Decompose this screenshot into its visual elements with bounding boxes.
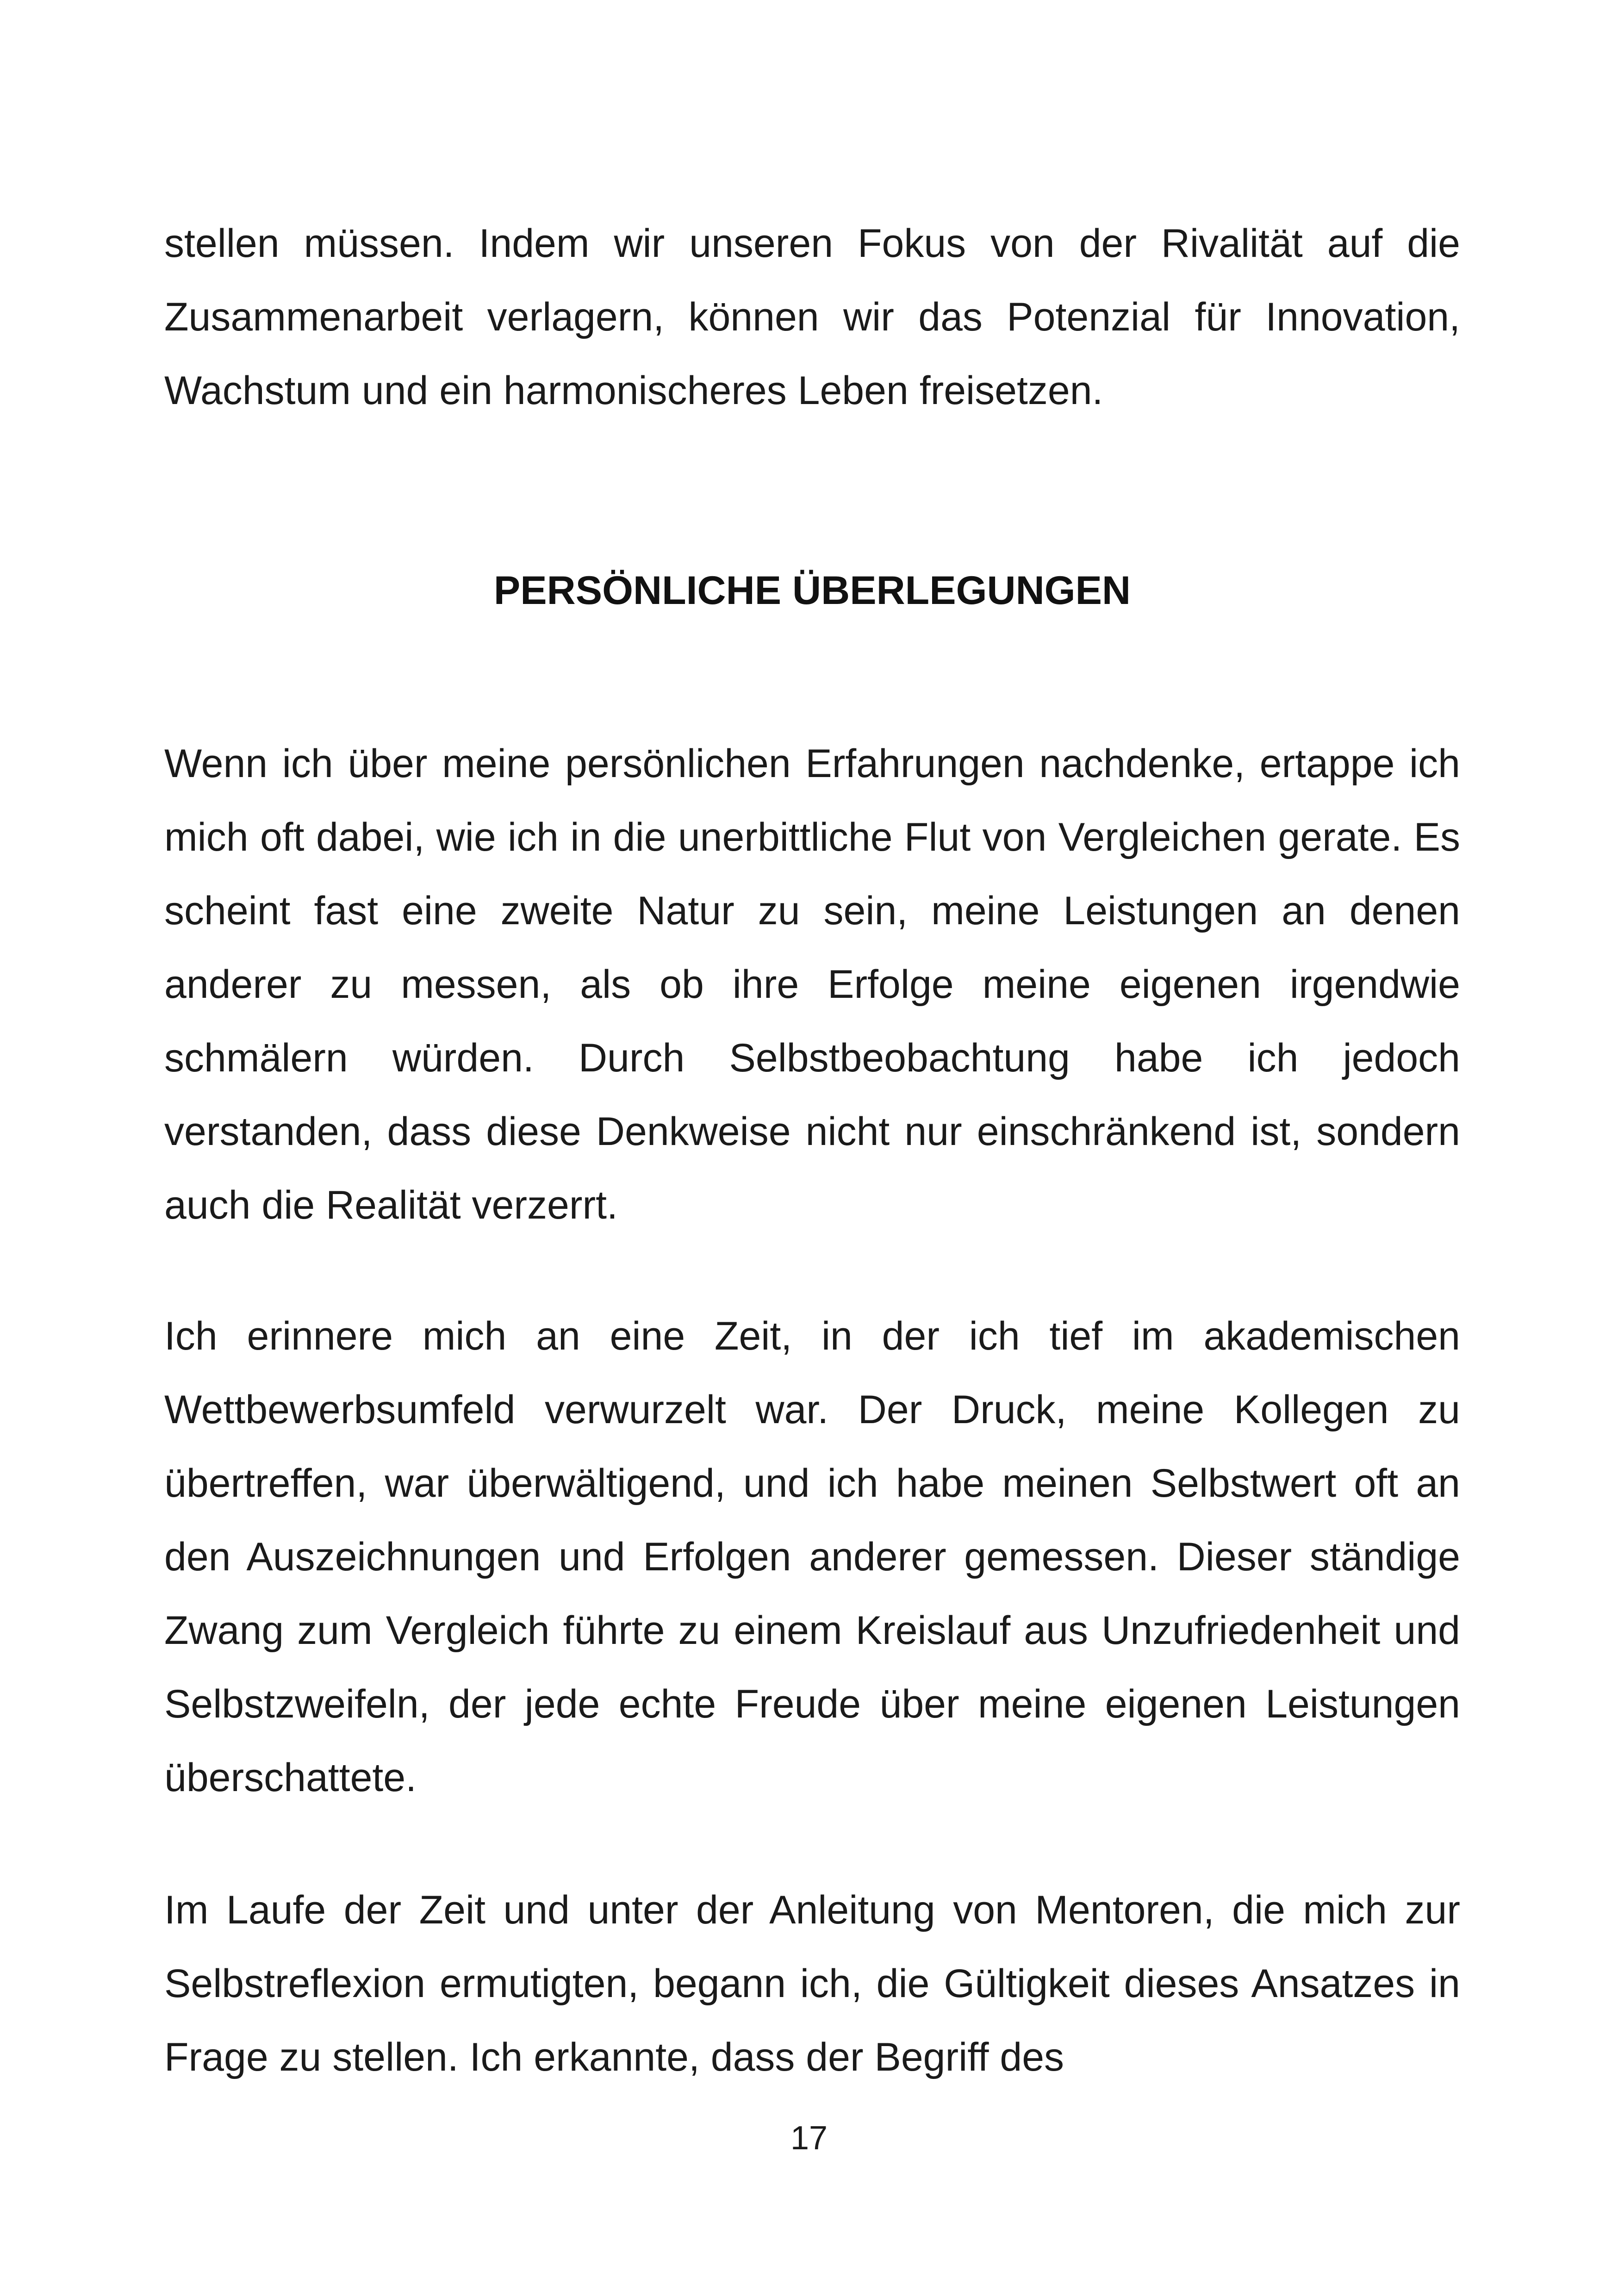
paragraph-reflection-intro: [164, 727, 1460, 1242]
page-number: 17: [790, 2120, 828, 2157]
paragraph-academic-memory: [164, 1300, 1460, 1815]
paragraph-text: stellen müssen. Indem wir unseren Fokus von der Rivalität auf die Zusammenarbeit verlagern, können wir das Potenzial für Innovation, Wachstum und ein harmonischeres Leben freisetzen.: [164, 221, 1460, 413]
paragraph-text: Im Laufe der Zeit und unter der Anleitung von Mentoren, die mich zur Selbstreflexion ermutigten, begann ich, die Gültigkeit dieses Ansatzes in Frage zu stellen. Ich erkannte, dass der Begriff des: [164, 1888, 1460, 2079]
paragraph-text: Wenn ich über meine persönlichen Erfahrungen nachdenke, ertappe ich mich oft dabei, wie ich in die unerbittliche Flut von Vergleichen gerate. Es scheint fast eine zweite Natur zu sein, meine Leistungen an denen anderer zu messen, als ob ihre Erfolge meine eigenen irgendwie schmälern würden. Durch Selbstbeobachtung habe ich jedoch verstanden, dass diese Denkweise nicht nur einschränkend ist, sondern auch die Realität verzerrt.: [164, 741, 1460, 1227]
paragraph-continuation: [164, 207, 1460, 428]
paragraph-mentors: [164, 1873, 1460, 2094]
paragraph-text: Ich erinnere mich an eine Zeit, in der ich tief im akademischen Wettbewerbsumfeld verwurzelt war. Der Druck, meine Kollegen zu übertreffen, war überwältigend, und ich habe meinen Selbstwert oft an den Auszeichnungen und Erfolgen anderer gemessen. Dieser ständige Zwang zum Vergleich führte zu einem Kreislauf aus Unzufriedenheit und Selbstzweifeln, der jede echte Freude über meine eigenen Leistungen überschattete.: [164, 1314, 1460, 1800]
section-heading: PERSÖNLICHE ÜBERLEGUNGEN: [493, 568, 1131, 613]
